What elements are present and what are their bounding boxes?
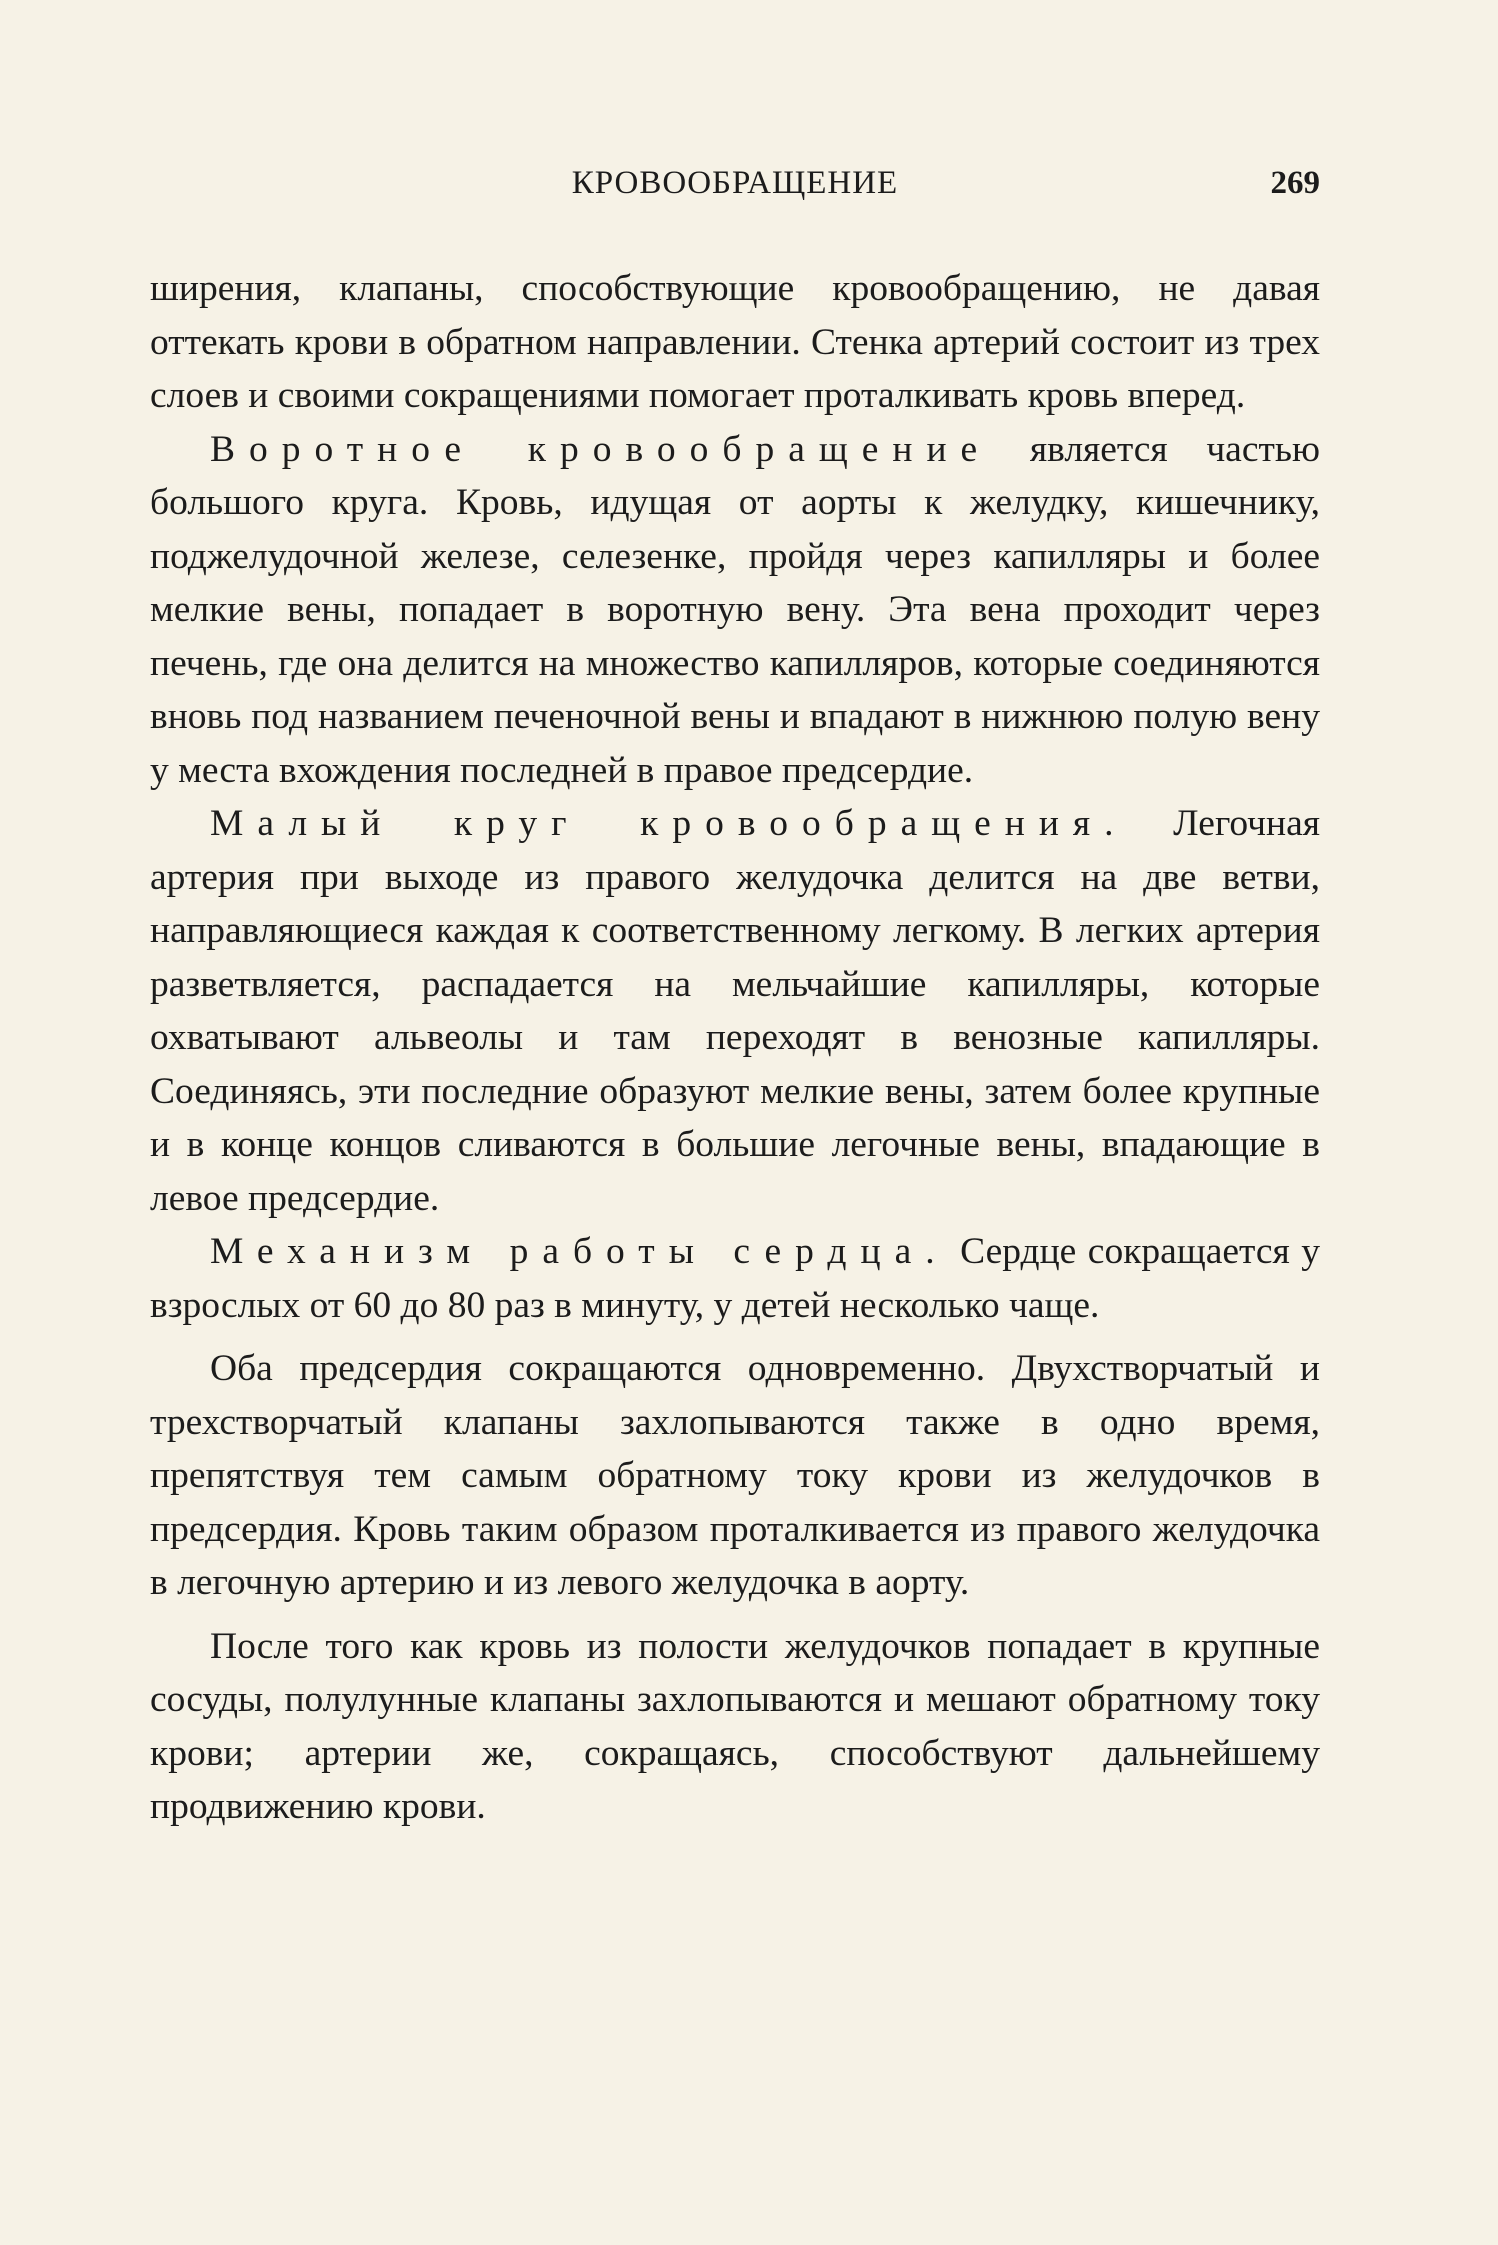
running-title: КРОВООБРАЩЕНИЕ xyxy=(571,165,899,201)
section-heading: Воротное кровообращение xyxy=(210,428,992,470)
paragraph-atria xyxy=(150,1342,1320,1610)
paragraph-text: Легочная артерия при выходе из правого желудочка делится на две ветви, направляющиеся каждая к соответственному легкому. В легких артерия разветвляется, распадается на мельчайшие капилляры, которые охватывают альвеолы и там переходят в венозные капилляры. Соединяясь, эти последние образуют мелкие вены, затем более крупные и в конце концов сливаются в большие легочные вены, впадающие в левое предсердие. xyxy=(150,803,1320,1219)
section-heading: Механизм работы сердца. xyxy=(210,1231,949,1272)
paragraph-pulmonary-circulation xyxy=(150,797,1320,1225)
body-text xyxy=(150,262,1320,1834)
page-number: 269 xyxy=(1270,165,1320,201)
running-head xyxy=(150,165,1320,215)
paragraph-continuation xyxy=(150,262,1320,423)
paragraph-text: является частью большого круга. Кровь, идущая от аорты к желудку, кишечнику, поджелудочной железе, селезенке, пройдя через капилляры и более мелкие вены, попадает в воротную вену. Эта вена проходит через печень, где она делится на множество капилляров, которые соединяются вновь под названием печеночной вены и впадают в нижнюю полую вену у места вхождения последней в правое предсердие. xyxy=(150,428,1320,791)
paragraph-text: Оба предсердия сокращаются одновременно. Двухстворчатый и трехстворчатый клапаны захлопываются также в одно время, препятствуя тем самым обратному току крови из желудочков в предсердия. Кровь таким образом проталкивается из правого желудочка в легочную артерию и из левого желудочка в аорту. xyxy=(150,1348,1320,1603)
paragraph-portal-circulation xyxy=(150,423,1320,798)
section-heading: Малый круг кровообращения. xyxy=(210,803,1128,844)
paragraph-text: Сердце сокращается у взрослых от 60 до 80 раз в минуту, у детей несколько чаще. xyxy=(150,1231,1321,1326)
paragraph-text: После того как кровь из полости желудочков попадает в крупные сосуды, полулунные клапаны захлопываются и мешают обратному току крови; артерии же, сокращаясь, способствуют дальнейшему продвижению крови. xyxy=(150,1625,1320,1827)
paragraph-heart-mechanism xyxy=(150,1225,1320,1332)
paragraph-text: ширения, клапаны, способствующие кровообращению, не давая оттекать крови в обратном направлении. Стенка артерий состоит из трех слоев и своими сокращениями помогает проталкивать кровь вперед. xyxy=(150,268,1320,416)
paragraph-valves xyxy=(150,1620,1320,1834)
